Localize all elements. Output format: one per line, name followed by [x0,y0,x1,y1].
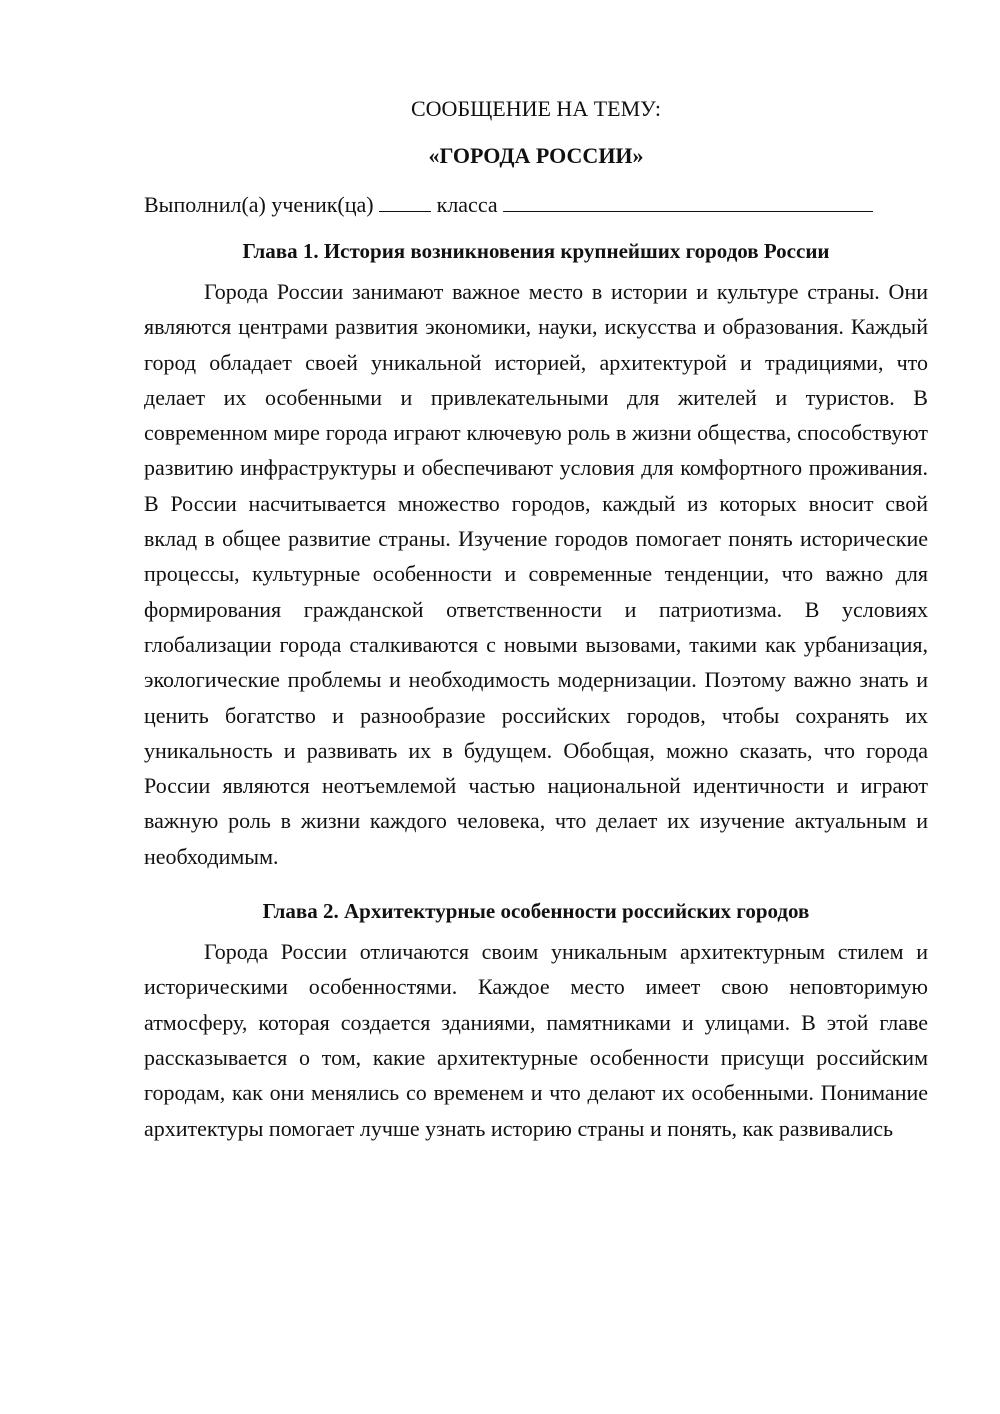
author-class-label: класса [436,192,498,217]
document-title-line-2: «ГОРОДА РОССИИ» [428,143,644,168]
class-name-blank [503,192,873,212]
chapter-2-paragraph: Города России отличаются своим уникальным архитектурным стилем и историческими особенностями. Каждое место имеет свою неповторимую атмосферу, которая создается зданиями, памятниками и улицами. В этой главе рассказывается о том, какие архитектурные особенности присущи российским городам, как они менялись со временем и что делают их особенными. Понимание архитектуры помогает лучше узнать историю страны и понять, как развивались [144,939,928,1141]
author-line [144,190,928,220]
chapter-2-heading: Глава 2. Архитектурные особенности российских городов [262,899,810,924]
document-page [144,92,928,1146]
grade-blank [379,192,431,212]
chapter-1-paragraph: Города России занимают важное место в истории и культуре страны. Они являются центрами развития экономики, науки, искусства и образования. Каждый город обладает своей уникальной историей, архитектурой и традициями, что делает их особенными и привлекательными для жителей и туристов. В современном мире города играют ключевую роль в жизни общества, способствуют развитию инфраструктуры и обеспечивают условия для комфортного проживания. В России насчитывается множество городов, каждый из которых вносит свой вклад в общее развитие страны. Изучение городов помогает понять исторические процессы, культурные особенности и современные тенденции, что важно для формирования гражданской ответственности и патриотизма. В условиях глобализации города сталкиваются с новыми вызовами, такими как урбанизация, экологические проблемы и необходимость модернизации. Поэтому важно знать и ценить богатство и разнообразие российских городов, чтобы сохранять их уникальность и развивать их в будущем. Обобщая, можно сказать, что города России являются неотъемлемой частью национальной идентичности и играют важную роль в жизни каждого человека, что делает их изучение актуальным и необходимым. [144,279,928,869]
author-prefix: Выполнил(а) ученик(ца) [144,192,374,217]
document-title-line-1: СООБЩЕНИЕ НА ТЕМУ: [411,96,661,121]
chapter-1-heading: Глава 1. История возникновения крупнейших городов России [242,239,830,263]
